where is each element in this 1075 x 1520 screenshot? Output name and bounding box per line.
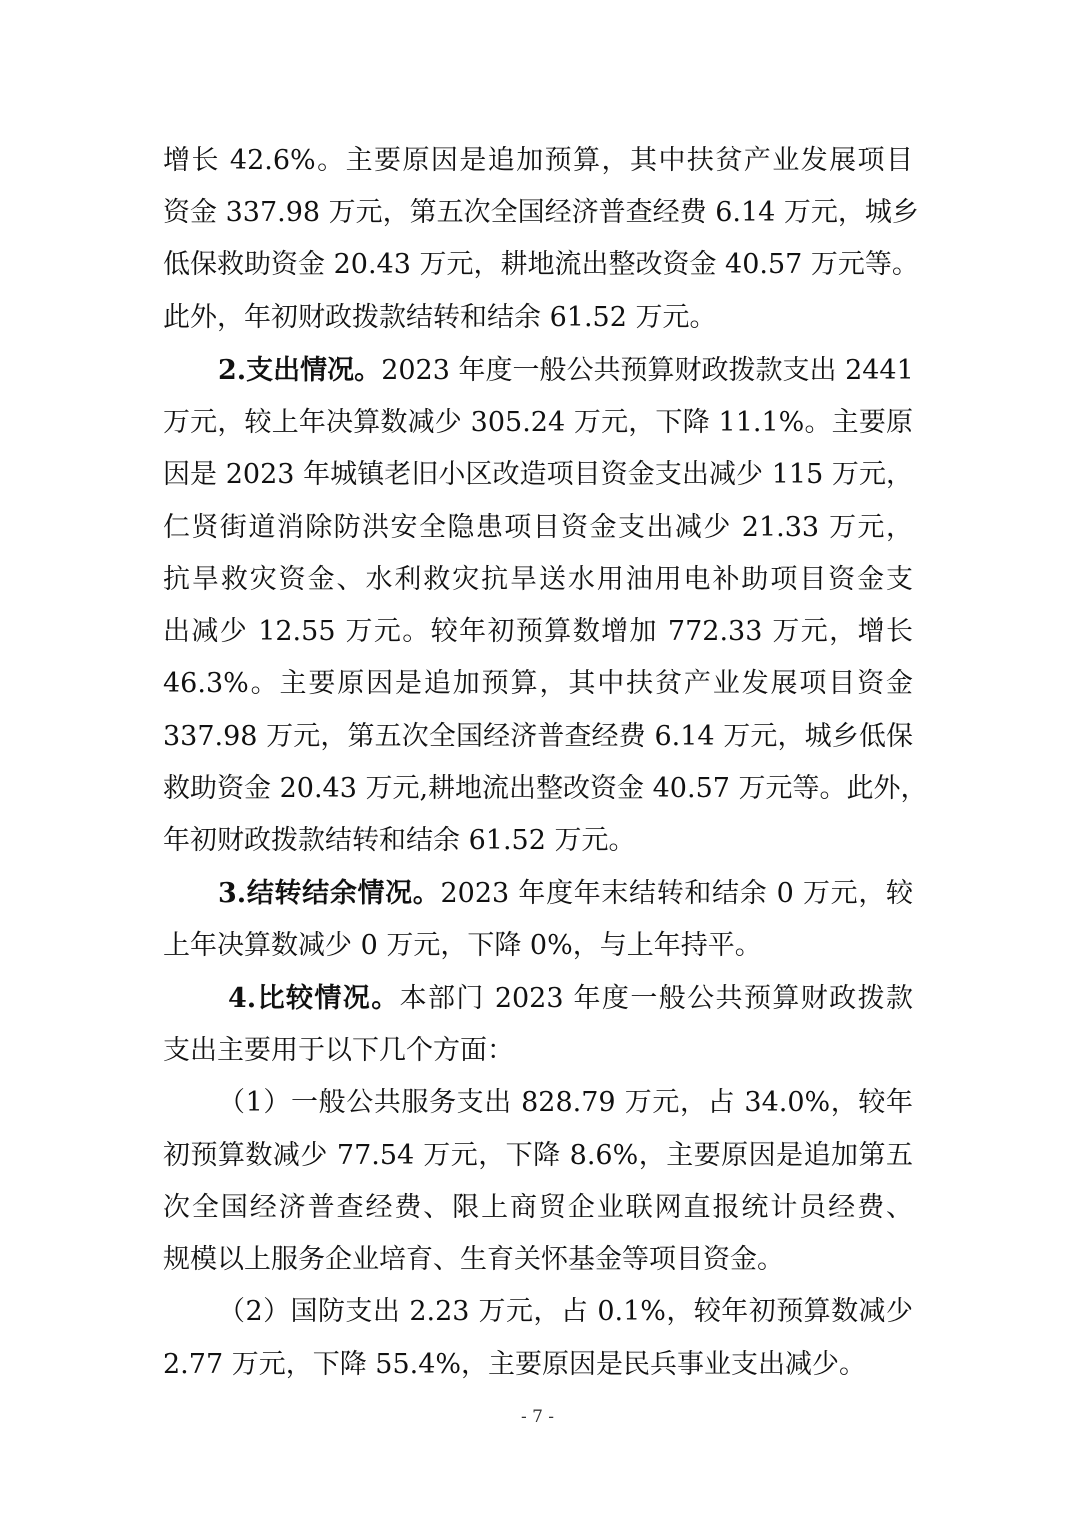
item-1-first-line: （1）一般公共服务支出 828.79 万元，占 34.0%，较年 (218, 1087, 913, 1118)
section-2-first-line (218, 348, 913, 394)
section-3-heading: 3.结转结余情况。 (218, 878, 441, 909)
body-line: 年初财政拨款结转和结余 61.52 万元。 (163, 825, 636, 856)
body-line: 增长 42.6%。主要原因是追加预算，其中扶贫产业发展项目 (163, 145, 913, 176)
body-line: 因是 2023 年城镇老旧小区改造项目资金支出减少 115 万元， (163, 459, 913, 490)
section-4-first-line (228, 976, 913, 1022)
body-line: 上年决算数减少 0 万元，下降 0%，与上年持平。 (163, 930, 762, 961)
item-2-first-line: （2）国防支出 2.23 万元，占 0.1%，较年初预算数减少 (218, 1296, 913, 1327)
section-2-heading: 2.支出情况。 (218, 355, 382, 386)
body-line: 支出主要用于以下几个方面： (163, 1035, 514, 1066)
body-line: 337.98 万元，第五次全国经济普查经费 6.14 万元，城乡低保 (163, 721, 913, 752)
body-line: 万元，较上年决算数减少 305.24 万元，下降 11.1%。主要原 (163, 407, 913, 438)
section-2-text: 2023 年度一般公共预算财政拨款支出 2441 (381, 355, 914, 386)
body-line: 仁贤街道消除防洪安全隐患项目资金支出减少 21.33 万元， (163, 512, 913, 543)
body-line: 此外，年初财政拨款结转和结余 61.52 万元。 (163, 302, 717, 333)
page-number: - 7 - (520, 1407, 555, 1427)
body-line: 46.3%。主要原因是追加预算，其中扶贫产业发展项目资金 (163, 668, 913, 699)
body-line: 出减少 12.55 万元。较年初预算数增加 772.33 万元，增长 (163, 616, 913, 647)
body-line: 低保救助资金 20.43 万元，耕地流出整改资金 40.57 万元等。 (163, 249, 919, 280)
section-4-text: 本部门 2023 年度一般公共预算财政拨款 (399, 983, 913, 1014)
body-line: 2.77 万元，下降 55.4%，主要原因是民兵事业支出减少。 (163, 1349, 867, 1380)
body-line: 抗旱救灾资金、水利救灾抗旱送水用油用电补助项目资金支 (163, 564, 913, 595)
section-3-first-line (218, 871, 913, 917)
body-line: 资金 337.98 万元，第五次全国经济普查经费 6.14 万元，城乡 (163, 197, 919, 228)
body-line: 次全国经济普查经费、限上商贸企业联网直报统计员经费、 (163, 1192, 913, 1223)
section-4-heading: 4.比较情况。 (228, 983, 400, 1014)
body-line: 救助资金 20.43 万元,耕地流出整改资金 40.57 万元等。此外， (163, 773, 928, 804)
body-line: 初预算数减少 77.54 万元，下降 8.6%，主要原因是追加第五 (163, 1140, 913, 1171)
section-3-text: 2023 年度年末结转和结余 0 万元，较 (440, 878, 914, 909)
body-line: 规模以上服务企业培育、生育关怀基金等项目资金。 (163, 1244, 784, 1275)
